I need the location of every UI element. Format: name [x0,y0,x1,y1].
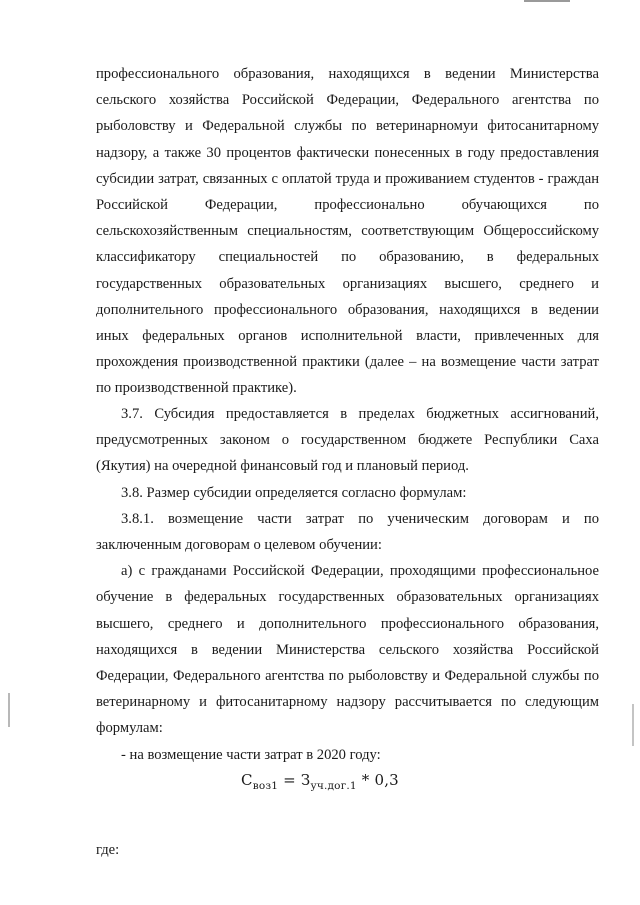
paragraph-p1: профессионального образования, находящихся в ведении Министерства сельского хозяйства Российской Федерации, Федерального агентства по рыболовству и Федеральной службы по ветеринарномуи фитосанитарному надзору, а также 30 процентов фактически понесенных в году предоставления субсидии затрат, связанных с оплатой труда и проживанием студентов - граждан Российской Федерации, профессионально обучающихся по сельскохозяйственным специальностям, соответствующим Общероссийскому классификатору специальностей по образованию, в федеральных государственных образовательных организациях высшего, среднего и дополнительного профессионального образования, находящихся в ведении иных федеральных органов исполнительной власти, привлеченных для прохождения производственной практики (далее – на возмещение части затрат по производственной практике). [96,66,599,397]
formula-equals: = [278,771,301,789]
formula-lhs: С [241,771,253,789]
scan-edge-mark [524,0,570,2]
formula-c-voz1 [0,771,640,792]
subsidy-clauses [96,401,599,768]
formula-operator: * [356,771,375,789]
formula-lhs-subscript: воз1 [252,780,279,792]
clause-3-8: 3.8. Размер субсидии определяется согласно формулам: [121,484,467,501]
subclause-a: а) с гражданами Российской Федерации, проходящими профессиональное обучение в федеральных государственных образовательных организациях высшего, среднего и дополнительного профессионального образования, находящихся в ведении Министерства сельского хозяйства Российской Федерации, Федерального агентства по рыболовству и Федеральной службы по ветеринарному и фитосанитарному надзору рассчитывается по следующим формулам: [96,563,599,737]
paragraph-continuation [96,61,599,402]
formula-rhs: З [300,771,311,789]
formula-rhs-subscript: уч.дог.1 [310,780,357,792]
formula-coefficient: 0,3 [374,771,399,789]
scan-edge-mark-left [8,693,10,727]
where-label: где: [96,842,120,858]
clause-3-8-1: 3.8.1. возмещение части затрат по ученическим договорам и по заключенным договорам о целевом обучении: [96,510,599,554]
formula-intro-2020: - на возмещение части затрат в 2020 году: [121,746,381,763]
clause-3-7: 3.7. Субсидия предоставляется в пределах бюджетных ассигнований, предусмотренных законом о государственном бюджете Республики Саха (Якутия) на очередной финансовый год и плановый период. [96,406,599,475]
scan-edge-mark-right [632,704,634,746]
